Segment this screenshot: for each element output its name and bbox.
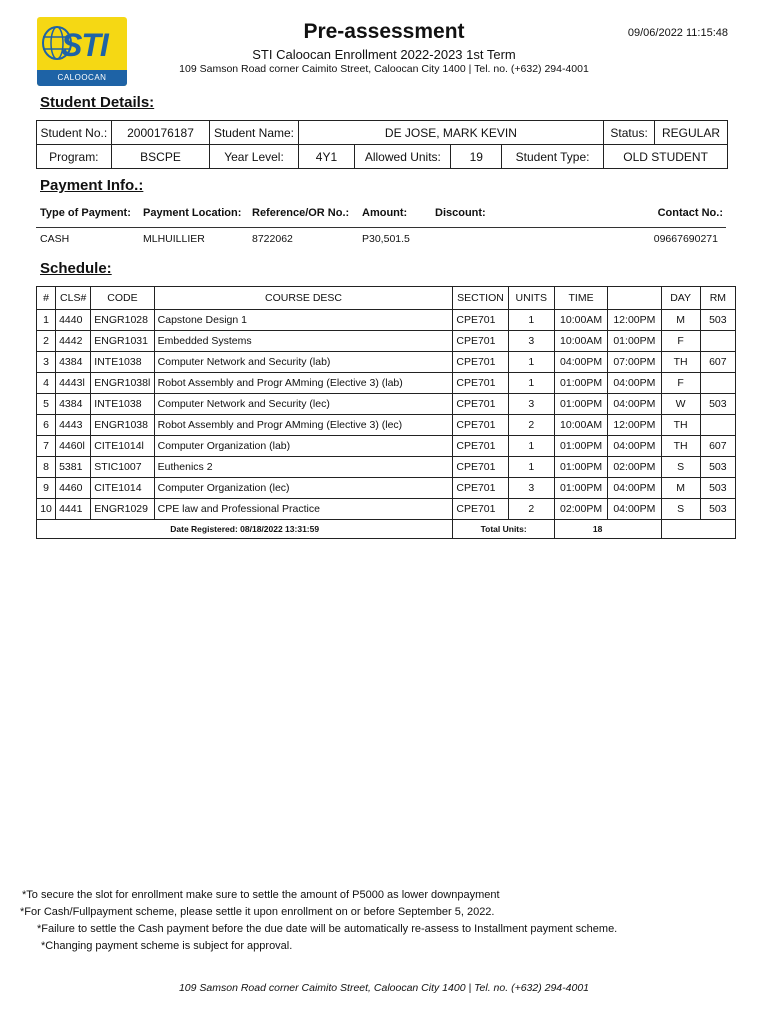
student-row-1 bbox=[37, 121, 728, 145]
note-1: *To secure the slot for enrollment make sure to settle the amount of P5000 as lower downpayment bbox=[22, 889, 500, 901]
row-desc: Computer Organization (lec) bbox=[154, 478, 453, 499]
row-room: 503 bbox=[700, 394, 735, 415]
row-room: 503 bbox=[700, 457, 735, 478]
payment-location-label: Payment Location: bbox=[143, 207, 242, 219]
schedule-heading: Schedule: bbox=[40, 260, 112, 277]
row-code: CITE1014l bbox=[91, 436, 154, 457]
reference-label: Reference/OR No.: bbox=[252, 207, 350, 219]
schedule-header-row bbox=[37, 287, 736, 310]
row-section: CPE701 bbox=[453, 352, 508, 373]
row-cls: 4384 bbox=[56, 352, 91, 373]
row-room bbox=[700, 415, 735, 436]
col-desc: COURSE DESC bbox=[154, 287, 453, 310]
row-units: 3 bbox=[508, 478, 554, 499]
total-units-label: Total Units: bbox=[453, 520, 555, 539]
row-time-start: 02:00PM bbox=[554, 499, 607, 520]
row-desc: Robot Assembly and Progr AMming (Elective 3) (lec) bbox=[154, 415, 453, 436]
row-num: 5 bbox=[37, 394, 56, 415]
col-time-end bbox=[608, 287, 661, 310]
student-type-label: Student Type: bbox=[502, 145, 604, 169]
row-day: F bbox=[661, 373, 700, 394]
row-room bbox=[700, 373, 735, 394]
row-num: 7 bbox=[37, 436, 56, 457]
row-num: 9 bbox=[37, 478, 56, 499]
row-desc: Euthenics 2 bbox=[154, 457, 453, 478]
row-time-start: 01:00PM bbox=[554, 436, 607, 457]
row-time-end: 12:00PM bbox=[608, 415, 661, 436]
row-section: CPE701 bbox=[453, 373, 508, 394]
table-row bbox=[37, 331, 736, 352]
row-time-end: 12:00PM bbox=[608, 310, 661, 331]
contact-label: Contact No.: bbox=[657, 207, 723, 219]
page-subtitle: STI Caloocan Enrollment 2022-2023 1st Term bbox=[252, 47, 516, 62]
status-value: REGULAR bbox=[655, 121, 728, 145]
timestamp: 09/06/2022 11:15:48 bbox=[627, 27, 728, 39]
table-row bbox=[37, 310, 736, 331]
student-no: 2000176187 bbox=[111, 121, 210, 145]
row-section: CPE701 bbox=[453, 394, 508, 415]
row-num: 1 bbox=[37, 310, 56, 331]
table-row bbox=[37, 373, 736, 394]
col-time: TIME bbox=[554, 287, 607, 310]
row-cls: 4441 bbox=[56, 499, 91, 520]
row-time-end: 01:00PM bbox=[608, 331, 661, 352]
student-name-label: Student Name: bbox=[210, 121, 298, 145]
payment-type-label: Type of Payment: bbox=[40, 207, 131, 219]
student-details-heading: Student Details: bbox=[40, 94, 155, 111]
row-time-start: 01:00PM bbox=[554, 478, 607, 499]
row-units: 3 bbox=[508, 394, 554, 415]
row-time-start: 01:00PM bbox=[554, 373, 607, 394]
logo-text: STI bbox=[61, 27, 108, 63]
row-time-start: 10:00AM bbox=[554, 310, 607, 331]
payment-location: MLHUILLIER bbox=[143, 233, 205, 245]
table-row bbox=[37, 478, 736, 499]
row-room bbox=[700, 331, 735, 352]
row-cls: 4460l bbox=[56, 436, 91, 457]
program-value: BSCPE bbox=[111, 145, 210, 169]
student-no-label: Student No.: bbox=[37, 121, 112, 145]
amount-label: Amount: bbox=[362, 207, 408, 219]
row-time-start: 01:00PM bbox=[554, 457, 607, 478]
row-day: TH bbox=[661, 436, 700, 457]
year-label: Year Level: bbox=[210, 145, 298, 169]
row-cls: 4460 bbox=[56, 478, 91, 499]
row-units: 2 bbox=[508, 499, 554, 520]
row-units: 1 bbox=[508, 457, 554, 478]
date-registered: Date Registered: 08/18/2022 13:31:59 bbox=[37, 520, 453, 539]
row-time-start: 01:00PM bbox=[554, 394, 607, 415]
row-time-start: 04:00PM bbox=[554, 352, 607, 373]
table-row bbox=[37, 352, 736, 373]
row-desc: Computer Network and Security (lab) bbox=[154, 352, 453, 373]
row-num: 3 bbox=[37, 352, 56, 373]
row-code: INTE1038 bbox=[91, 394, 154, 415]
row-section: CPE701 bbox=[453, 415, 508, 436]
row-cls: 4442 bbox=[56, 331, 91, 352]
row-code: ENGR1029 bbox=[91, 499, 154, 520]
row-code: ENGR1038 bbox=[91, 415, 154, 436]
page-title: Pre-assessment bbox=[303, 20, 465, 43]
row-section: CPE701 bbox=[453, 310, 508, 331]
row-cls: 4384 bbox=[56, 394, 91, 415]
row-desc: Computer Organization (lab) bbox=[154, 436, 453, 457]
col-num: # bbox=[37, 287, 56, 310]
row-units: 1 bbox=[508, 310, 554, 331]
row-cls: 4443l bbox=[56, 373, 91, 394]
col-section: SECTION bbox=[453, 287, 508, 310]
row-time-end: 04:00PM bbox=[608, 436, 661, 457]
row-num: 8 bbox=[37, 457, 56, 478]
row-room: 607 bbox=[700, 352, 735, 373]
program-label: Program: bbox=[37, 145, 112, 169]
address-top: 109 Samson Road corner Caimito Street, Caloocan City 1400 | Tel. no. (+632) 294-4001 bbox=[179, 63, 589, 75]
col-code: CODE bbox=[91, 287, 154, 310]
schedule-table bbox=[36, 286, 736, 539]
row-code: INTE1038 bbox=[91, 352, 154, 373]
note-4: *Changing payment scheme is subject for approval. bbox=[41, 940, 293, 952]
schedule-footer-row bbox=[37, 520, 736, 539]
row-section: CPE701 bbox=[453, 457, 508, 478]
row-time-end: 02:00PM bbox=[608, 457, 661, 478]
status-label: Status: bbox=[604, 121, 655, 145]
row-day: TH bbox=[661, 352, 700, 373]
schedule-body bbox=[37, 310, 736, 520]
col-cls: CLS# bbox=[56, 287, 91, 310]
table-row bbox=[37, 436, 736, 457]
row-units: 1 bbox=[508, 352, 554, 373]
row-cls: 4443 bbox=[56, 415, 91, 436]
row-day: TH bbox=[661, 415, 700, 436]
row-time-end: 04:00PM bbox=[608, 499, 661, 520]
row-day: S bbox=[661, 457, 700, 478]
row-num: 10 bbox=[37, 499, 56, 520]
student-row-2 bbox=[37, 145, 728, 169]
row-num: 6 bbox=[37, 415, 56, 436]
table-row bbox=[37, 415, 736, 436]
row-section: CPE701 bbox=[453, 436, 508, 457]
note-3: *Failure to settle the Cash payment before the due date will be automatically re-assess to Installment payment scheme. bbox=[37, 923, 618, 935]
col-rm: RM bbox=[700, 287, 735, 310]
student-name: DE JOSE, MARK KEVIN bbox=[298, 121, 603, 145]
row-time-end: 07:00PM bbox=[608, 352, 661, 373]
row-desc: Capstone Design 1 bbox=[154, 310, 453, 331]
row-desc: CPE law and Professional Practice bbox=[154, 499, 453, 520]
table-row bbox=[37, 457, 736, 478]
row-units: 3 bbox=[508, 331, 554, 352]
row-units: 1 bbox=[508, 373, 554, 394]
student-details-table bbox=[36, 120, 728, 169]
row-code: CITE1014 bbox=[91, 478, 154, 499]
payment-divider bbox=[36, 227, 726, 228]
row-desc: Embedded Systems bbox=[154, 331, 453, 352]
row-cls: 5381 bbox=[56, 457, 91, 478]
row-num: 2 bbox=[37, 331, 56, 352]
col-day: DAY bbox=[661, 287, 700, 310]
allowed-units-value: 19 bbox=[451, 145, 502, 169]
year-value: 4Y1 bbox=[298, 145, 355, 169]
row-section: CPE701 bbox=[453, 331, 508, 352]
row-desc: Robot Assembly and Progr AMming (Elective 3) (lab) bbox=[154, 373, 453, 394]
amount-value: P30,501.5 bbox=[362, 233, 410, 245]
contact-value: 09667690271 bbox=[653, 233, 718, 245]
row-units: 1 bbox=[508, 436, 554, 457]
row-cls: 4440 bbox=[56, 310, 91, 331]
reference-no: 8722062 bbox=[252, 233, 293, 245]
address-bottom: 109 Samson Road corner Caimito Street, Caloocan City 1400 | Tel. no. (+632) 294-4001 bbox=[178, 982, 590, 994]
payment-type: CASH bbox=[40, 233, 70, 245]
row-section: CPE701 bbox=[453, 499, 508, 520]
row-room: 607 bbox=[700, 436, 735, 457]
row-room: 503 bbox=[700, 310, 735, 331]
row-num: 4 bbox=[37, 373, 56, 394]
row-day: F bbox=[661, 331, 700, 352]
table-row bbox=[37, 394, 736, 415]
logo-band: CALOOCAN bbox=[37, 70, 127, 86]
row-room: 503 bbox=[700, 478, 735, 499]
row-code: ENGR1038l bbox=[91, 373, 154, 394]
row-code: ENGR1028 bbox=[91, 310, 154, 331]
col-units: UNITS bbox=[508, 287, 554, 310]
table-row bbox=[37, 499, 736, 520]
row-code: STIC1007 bbox=[91, 457, 154, 478]
row-time-start: 10:00AM bbox=[554, 331, 607, 352]
row-time-end: 04:00PM bbox=[608, 478, 661, 499]
allowed-units-label: Allowed Units: bbox=[355, 145, 451, 169]
row-desc: Computer Network and Security (lec) bbox=[154, 394, 453, 415]
row-room: 503 bbox=[700, 499, 735, 520]
row-day: M bbox=[661, 478, 700, 499]
row-section: CPE701 bbox=[453, 478, 508, 499]
footer-blank bbox=[661, 520, 735, 539]
note-2: *For Cash/Fullpayment scheme, please settle it upon enrollment on or before September 5, 2022. bbox=[20, 906, 495, 918]
total-units-value: 18 bbox=[554, 520, 661, 539]
row-day: M bbox=[661, 310, 700, 331]
row-day: S bbox=[661, 499, 700, 520]
student-type-value: OLD STUDENT bbox=[604, 145, 728, 169]
row-code: ENGR1031 bbox=[91, 331, 154, 352]
row-day: W bbox=[661, 394, 700, 415]
row-time-end: 04:00PM bbox=[608, 394, 661, 415]
row-time-end: 04:00PM bbox=[608, 373, 661, 394]
row-units: 2 bbox=[508, 415, 554, 436]
payment-info-heading: Payment Info.: bbox=[40, 177, 144, 194]
discount-label: Discount: bbox=[435, 207, 486, 219]
row-time-start: 10:00AM bbox=[554, 415, 607, 436]
